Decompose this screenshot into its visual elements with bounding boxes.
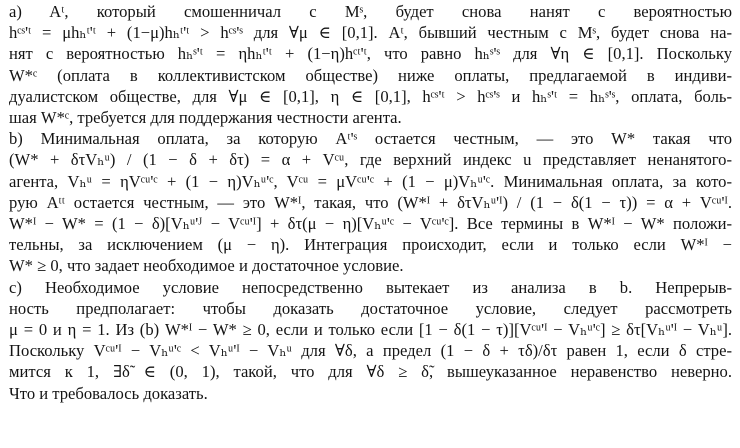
text-line: нят с вероятностью hₕˢ'ᵗ = ηhₕᵗ'ᵗ + (1−η)hᶜᵗ'ᵗ, что равно hₕˢ'ˢ для ∀η ∈ [0,1]. Поскольку bbox=[9, 44, 732, 64]
text-line: Поскольку Vᶜᵘ'ᴵ − Vₕᵘ'ᶜ < Vₕᵘ'ᴵ − Vₕᵘ для ∀δ, а предел (1 − δ + τδ)/δτ равен 1, если δ стре- bbox=[9, 341, 732, 361]
text-line: тельны, за исключением (μ − η). Интеграция происходит, если и только если W*ᴵ − bbox=[9, 235, 732, 255]
text-line: агента, Vₕᵘ = ηVᶜᵘ'ᶜ + (1 − η)Vₕᵘ'ᶜ, Vᶜᵘ = μVᶜᵘ'ᶜ + (1 − μ)Vₕᵘ'ᶜ. Минимальная оплата, за кото- bbox=[9, 171, 732, 191]
text-line: hᶜˢ'ᵗ = μhₕᵗ'ᵗ + (1−μ)hₕᵗ'ᵗ > hᶜˢ'ˢ для ∀μ ∈ [0,1]. Aᵗ, бывший честным с Mˢ, будет снова на- bbox=[9, 23, 732, 43]
text-line: рую Aᵗᵗ остается честным, — это W*ᴵ, такая, что (W*ᴵ + δτVₕᵘ'ᴵ) / (1 − δ(1 − τ)) = α + Vᶜᵘ'ᴵ. bbox=[9, 192, 732, 212]
text-line: мится к 1, ∃δ̃ ∈ (0, 1), такой, что для ∀δ ≥ δ̃, вышеуказанное неравенство неверно. bbox=[9, 362, 732, 382]
text-line: дуалистском обществе, для ∀μ ∈ [0,1], η ∈ [0,1], hᶜˢ'ᵗ > hᶜˢ'ˢ и hₕˢ'ᵗ = hₕˢ'ˢ, оплата, боль- bbox=[9, 86, 732, 106]
text-line: ность предполагает: чтобы доказать достаточное условие, следует рассмотреть bbox=[9, 298, 732, 318]
text-line: (W* + δτVₕᵘ) / (1 − δ + δτ) = α + Vᶜᵘ, где верхний индекс u представляет ненанятого- bbox=[9, 150, 732, 170]
text-line: W* ≥ 0, что задает необходимое и достаточное условие. bbox=[9, 256, 404, 276]
text-line: c) Необходимое условие непосредственно вытекает из анализа в b. Непрерыв- bbox=[9, 277, 732, 297]
text-line: a) Aᵗ, который смошенничал с Mˢ, будет снова нанят с вероятностью bbox=[9, 2, 732, 21]
text-line: W*ᴵ − W* = (1 − δ)[Vₕᵘ'ᴶ − Vᶜᵘ'ᴵ] + δτ(μ − η)[Vₕᵘ'ᶜ − Vᶜᵘ'ᶜ]. Все термины в W*ᴵ − W* положи- bbox=[9, 214, 732, 234]
text-line: W*ᶜ (оплата в коллективистском обществе) ниже оплаты, предлагаемой в индиви- bbox=[9, 65, 732, 85]
text-line: шая W*ᶜ, требуется для поддержания честности агента. bbox=[9, 108, 402, 128]
paragraph-c bbox=[9, 277, 732, 404]
text-line: μ = 0 и η = 1. Из (b) W*ᴵ − W* ≥ 0, если и только если [1 − δ(1 − τ)][Vᶜᵘ'ᴵ − Vₕᵘ'ᶜ] ≥ δτ[Vₕᵘ'ᴵ − Vₕᵘ]. bbox=[9, 320, 732, 340]
paragraph-a bbox=[9, 1, 732, 128]
text-line: b) Минимальная оплата, за которую Aᵗ'ˢ остается честным, — это W* такая что bbox=[9, 129, 732, 149]
text-line: Что и требовалось доказать. bbox=[9, 383, 208, 403]
paragraph-b bbox=[9, 128, 732, 276]
